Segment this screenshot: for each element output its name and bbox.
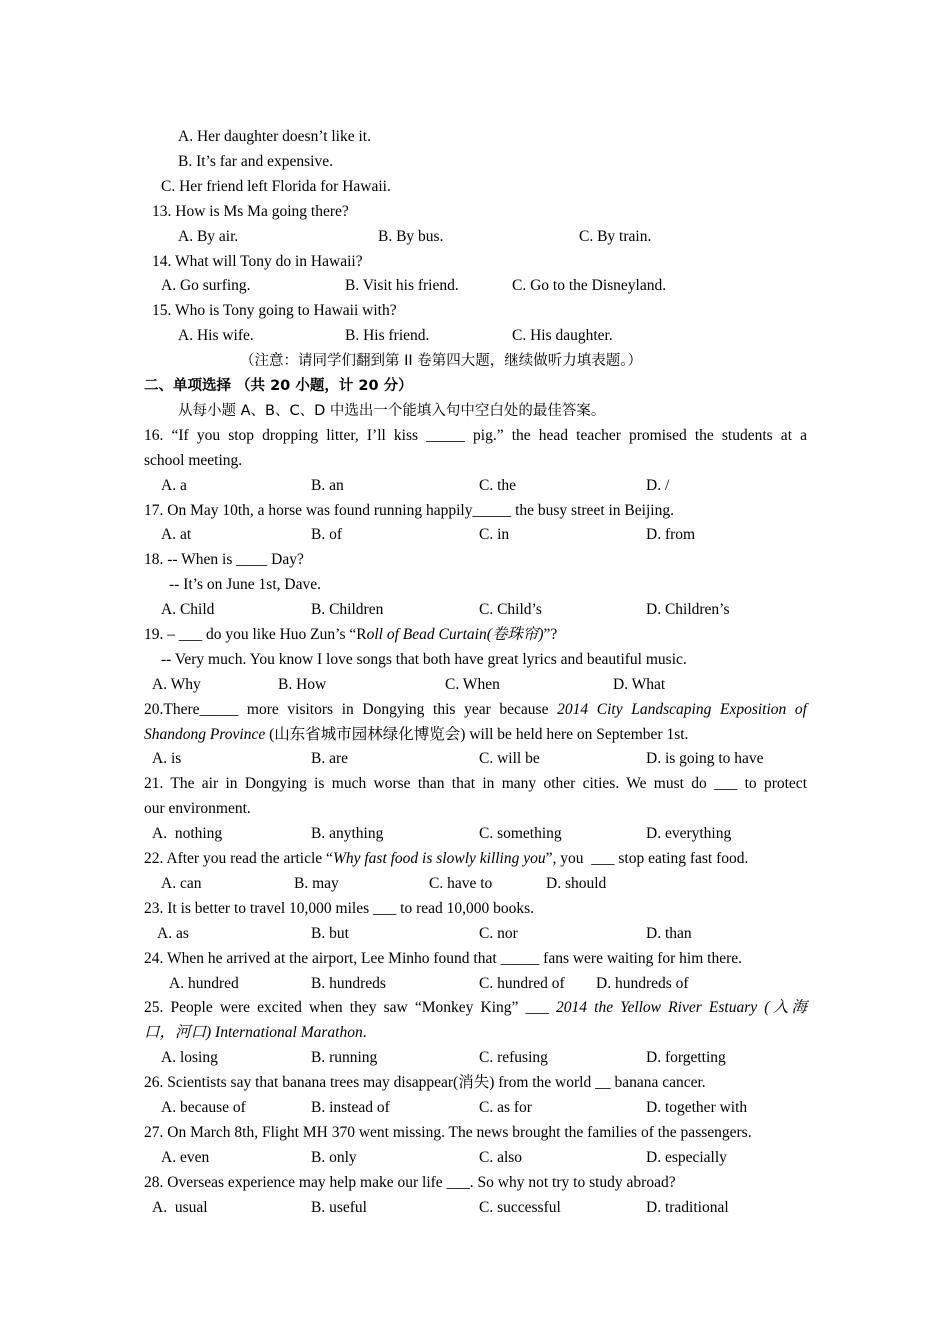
q12-option-c: C. Her friend left Florida for Hawaii. xyxy=(161,178,391,195)
q26-stem: 26. Scientists say that banana trees may disappear(消失) from the world __ banana cancer. xyxy=(144,1074,706,1091)
q19-option-b: B. How xyxy=(278,676,327,693)
q25-stem-post: . xyxy=(362,1024,367,1041)
q23-option-d: D. than xyxy=(646,925,692,942)
q13-option-a: A. By air. xyxy=(178,228,239,245)
q17-option-a: A. at xyxy=(161,526,192,543)
q26-option-d: D. together with xyxy=(646,1099,748,1116)
q27-option-a: A. even xyxy=(161,1149,210,1166)
section-title: 二、单项选择 （共 20 小题，计 20 分） xyxy=(144,378,413,394)
q23-option-b: B. but xyxy=(311,925,349,942)
q22-option-a: A. can xyxy=(161,875,202,892)
q16-option-a: A. a xyxy=(161,477,187,494)
q20-option-a: A. is xyxy=(152,750,182,767)
q14-option-b: B. Visit his friend. xyxy=(345,277,459,294)
q25-stem-line2 xyxy=(144,1023,367,1043)
q17-option-c: C. in xyxy=(479,526,510,543)
q20-stem-post: (山东省城市园林绿化博览会) will be held here on September 1st. xyxy=(265,726,689,743)
q19-stem-post: ”? xyxy=(543,626,558,643)
q13-option-c: C. By train. xyxy=(579,228,652,245)
q19-stem-pre: 19. – ___ do you like Huo Zun’s “R xyxy=(144,626,367,643)
q22-option-c: C. have to xyxy=(429,875,493,892)
q24-option-d: D. hundreds of xyxy=(596,975,689,992)
section-instruction: 从每小题 A、B、C、D 中选出一个能填入句中空白处的最佳答案。 xyxy=(178,403,606,419)
q28-option-b: B. useful xyxy=(311,1199,367,1216)
q25-stem-line1 xyxy=(144,998,807,1018)
q12-option-a: A. Her daughter doesn’t like it. xyxy=(178,128,371,145)
q22-article-title: Why fast food is slowly killing you xyxy=(332,850,546,867)
q16-option-d: D. / xyxy=(646,477,670,494)
q21-stem-line1: 21. The air in Dongying is much worse than that in many other cities. We must do ___ to protect xyxy=(144,775,807,792)
q25-stem-pre: 25. People were excited when they saw “Monkey King” ___ xyxy=(144,999,556,1016)
q16-stem-line1: 16. “If you stop dropping litter, I’ll kiss _____ pig.” the head teacher promised the students at a xyxy=(144,427,807,444)
q27-stem: 27. On March 8th, Flight MH 370 went missing. The news brought the families of the passengers. xyxy=(144,1124,752,1141)
q17-option-b: B. of xyxy=(311,526,342,543)
q20-stem-line2 xyxy=(144,725,688,745)
q24-stem: 24. When he arrived at the airport, Lee Minho found that _____ fans were waiting for him there. xyxy=(144,950,742,967)
q22-stem-post: ”, you ___ stop eating fast food. xyxy=(545,850,749,867)
q20-option-b: B. are xyxy=(311,750,349,767)
q27-option-c: C. also xyxy=(479,1149,523,1166)
q16-option-c: C. the xyxy=(479,477,517,494)
q21-option-b: B. anything xyxy=(311,825,384,842)
q20-stem-pre: 20.There_____ more visitors in Dongying this year because xyxy=(144,701,558,718)
q18-option-c: C. Child’s xyxy=(479,601,542,618)
q21-option-a: A. nothing xyxy=(152,825,223,842)
q23-stem: 23. It is better to travel 10,000 miles ___ to read 10,000 books. xyxy=(144,900,535,917)
q22-option-d: D. should xyxy=(546,875,607,892)
q28-option-c: C. successful xyxy=(479,1199,561,1216)
q25-option-d: D. forgetting xyxy=(646,1049,726,1066)
q19-song-title: oll of Bead Curtain(卷珠帘) xyxy=(366,626,544,643)
q26-option-c: C. as for xyxy=(479,1099,532,1116)
q14-option-c: C. Go to the Disneyland. xyxy=(512,277,667,294)
q25-option-a: A. losing xyxy=(161,1049,218,1066)
q21-option-d: D. everything xyxy=(646,825,732,842)
q27-option-d: D. especially xyxy=(646,1149,727,1166)
q20-option-d: D. is going to have xyxy=(646,750,764,767)
q22-stem xyxy=(144,849,748,869)
q16-option-b: B. an xyxy=(311,477,344,494)
q19-option-a: A. Why xyxy=(152,676,201,693)
q20-event-name-part1: 2014 City Landscaping Exposition of xyxy=(557,701,807,718)
q13-stem: 13. How is Ms Ma going there? xyxy=(152,203,349,220)
q25-option-c: C. refusing xyxy=(479,1049,548,1066)
q16-stem-line2: school meeting. xyxy=(144,452,243,469)
q18-option-b: B. Children xyxy=(311,601,384,618)
q20-event-name-part2: Shandong Province xyxy=(144,726,266,743)
q18-stem: 18. -- When is ____ Day? xyxy=(144,551,304,568)
q17-stem: 17. On May 10th, a horse was found running happily_____ the busy street in Beijing. xyxy=(144,502,674,519)
q18-option-a: A. Child xyxy=(161,601,215,618)
q19-stem xyxy=(144,625,557,645)
q15-stem: 15. Who is Tony going to Hawaii with? xyxy=(152,302,397,319)
q23-option-a: A. as xyxy=(157,925,189,942)
q17-option-d: D. from xyxy=(646,526,696,543)
q18-reply: -- It’s on June 1st, Dave. xyxy=(169,576,321,593)
q25-event-name-part1: 2014 the Yellow River Estuary (入海 xyxy=(556,999,807,1016)
q24-option-c: C. hundred of xyxy=(479,975,565,992)
q21-stem-line2: our environment. xyxy=(144,800,251,817)
q15-option-a: A. His wife. xyxy=(178,327,254,344)
q15-option-c: C. His daughter. xyxy=(512,327,613,344)
q26-option-a: A. because of xyxy=(161,1099,246,1116)
q21-option-c: C. something xyxy=(479,825,562,842)
q25-event-name-part2: 口，河口) International Marathon xyxy=(144,1024,363,1041)
q27-option-b: B. only xyxy=(311,1149,357,1166)
q19-reply: -- Very much. You know I love songs that both have great lyrics and beautiful music. xyxy=(161,651,687,668)
q24-option-a: A. hundred xyxy=(169,975,239,992)
q20-option-c: C. will be xyxy=(479,750,540,767)
q28-option-d: D. traditional xyxy=(646,1199,729,1216)
q19-option-c: C. When xyxy=(445,676,500,693)
q19-option-d: D. What xyxy=(613,676,666,693)
q13-option-b: B. By bus. xyxy=(378,228,444,245)
q28-option-a: A. usual xyxy=(152,1199,208,1216)
q14-option-a: A. Go surfing. xyxy=(161,277,251,294)
q20-stem-line1 xyxy=(144,700,807,720)
q22-stem-pre: 22. After you read the article “ xyxy=(144,850,333,867)
q28-stem: 28. Overseas experience may help make our life ___. So why not try to study abroad? xyxy=(144,1174,676,1191)
q26-option-b: B. instead of xyxy=(311,1099,390,1116)
listening-note: （注意：请同学们翻到第 II 卷第四大题，继续做听力填表题。） xyxy=(240,353,643,369)
q24-option-b: B. hundreds xyxy=(311,975,386,992)
q22-option-b: B. may xyxy=(294,875,339,892)
q23-option-c: C. nor xyxy=(479,925,518,942)
q18-option-d: D. Children’s xyxy=(646,601,730,618)
q14-stem: 14. What will Tony do in Hawaii? xyxy=(152,253,363,270)
q15-option-b: B. His friend. xyxy=(345,327,430,344)
q12-option-b: B. It’s far and expensive. xyxy=(178,153,333,170)
q25-option-b: B. running xyxy=(311,1049,378,1066)
